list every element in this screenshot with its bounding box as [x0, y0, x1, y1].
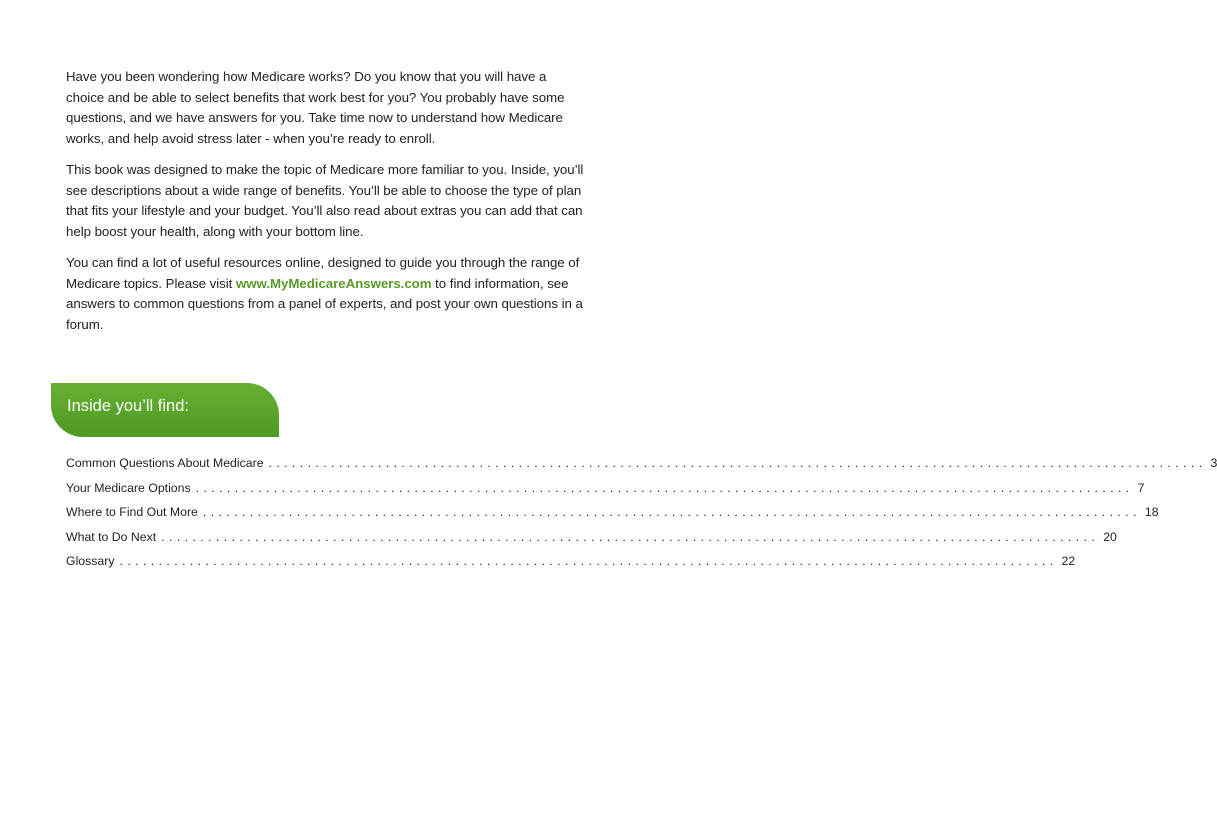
section-banner	[51, 383, 279, 437]
intro-text	[66, 67, 586, 346]
toc-page-number: 18	[1144, 505, 1159, 519]
intro-paragraph-3	[66, 253, 586, 335]
banner-title: Inside you’ll find:	[67, 397, 189, 415]
paragraph-3-lead: You can find a lot of useful resources online, designed to guide you through the range of Medicare topics. Please visit	[66, 255, 580, 291]
table-of-contents	[66, 456, 1217, 579]
toc-entry-title: Where to Find Out More	[66, 505, 198, 519]
toc-entry-glossary[interactable]	[66, 554, 1076, 579]
toc-entry-title: Your Medicare Options	[66, 480, 191, 495]
toc-entry-title: Glossary	[66, 554, 115, 568]
toc-leader-dots: ........................................................................................................................	[119, 554, 1058, 568]
toc-leader-dots: ........................................................................................................................	[195, 480, 1134, 495]
intro-paragraph-2: This book was designed to make the topic of Medicare more familiar to you. Inside, you’ll see descriptions about a wide range of benefits. You’ll be able to choose the type of plan that fits your lifestyle and your budget. You’ll also read about extras you can add that can help boost your health, along with your bottom line.	[66, 162, 584, 239]
website-link[interactable]: www.MyMedicareAnswers.com	[235, 275, 432, 291]
toc-entry-find-out-more[interactable]	[66, 505, 1159, 530]
toc-page-number: 22	[1061, 554, 1076, 568]
intro-paragraph-1: Have you been wondering how Medicare works? Do you know that you will have a choice and be able to select benefits that work best for you? You probably have some questions, and we have answers for you. Take time now to understand how Medicare works, and help avoid stress later - when you’re ready to enroll.	[66, 69, 565, 146]
toc-leader-dots: ........................................................................................................................	[202, 505, 1141, 519]
paragraph-3-tail: to find information, see answers to common questions from a panel of experts, and post your own questions in a forum.	[66, 275, 583, 332]
toc-entry-title: Common Questions About Medicare	[66, 456, 264, 470]
toc-entry-title: What to Do Next	[66, 529, 157, 544]
toc-page-number: 3	[1210, 456, 1217, 470]
toc-page-number: 7	[1137, 480, 1145, 495]
toc-leader-dots: ........................................................................................................................	[161, 529, 1100, 544]
toc-entry-common-questions[interactable]	[66, 456, 1217, 481]
toc-page-number: 20	[1103, 529, 1117, 544]
toc-entry-medicare-options[interactable]	[66, 480, 1145, 506]
toc-entry-what-to-do-next[interactable]	[66, 529, 1117, 555]
toc-leader-dots: ........................................................................................................................	[268, 456, 1207, 470]
